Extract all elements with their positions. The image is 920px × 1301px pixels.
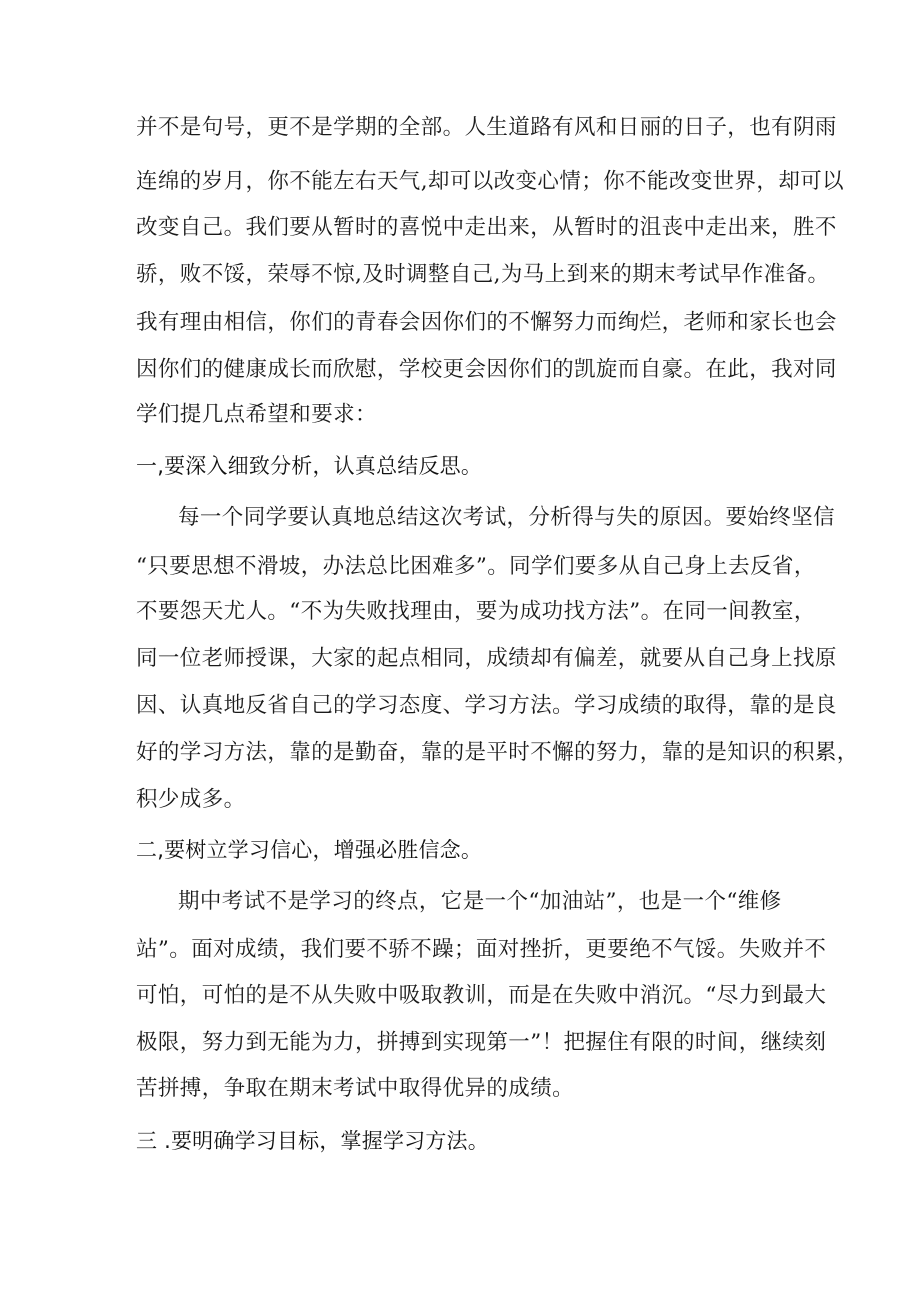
- paragraph-line: 站”。面对成绩，我们要不骄不躁；面对挫折，更要绝不气馁。失败并不: [136, 937, 827, 962]
- paragraph-line: 积少成多。: [136, 787, 246, 812]
- paragraph-line: 并不是句号，更不是学期的全部。人生道路有风和日丽的日子，也有阴雨: [136, 115, 837, 140]
- paragraph-line: 同一位老师授课，大家的起点相同，成绩却有偏差，就要从自己身上找原: [136, 646, 837, 671]
- paragraph-line: 学们提几点希望和要求：: [136, 402, 377, 427]
- paragraph-line: 期中考试不是学习的终点，它是一个“加油站”，也是一个“维修: [178, 889, 782, 914]
- paragraph-line: 连绵的岁月，你不能左右天气,却可以改变心情；你不能改变世界，却可以: [136, 169, 845, 194]
- paragraph-line: 因、认真地反省自己的学习态度、学习方法。学习成绩的取得，靠的是良: [136, 693, 837, 718]
- section-heading-1: 一,要深入细致分析，认真总结反思。: [136, 454, 483, 478]
- paragraph-line: 我有理由相信，你们的青春会因你们的不懈努力而绚烂，老师和家长也会: [136, 310, 837, 335]
- paragraph-line: 改变自己。我们要从暂时的喜悦中走出来，从暂时的沮丧中走出来，胜不: [136, 215, 837, 240]
- paragraph-line: “只要思想不滑坡，办法总比困难多”。同学们要多从自己身上去反省，: [136, 554, 816, 579]
- section-heading-2: 二,要树立学习信心，增强必胜信念。: [136, 838, 483, 862]
- paragraph-line: 因你们的健康成长而欣慰，学校更会因你们的凯旋而自豪。在此，我对同: [136, 357, 837, 382]
- paragraph-line: 可怕，可怕的是不从失败中吸取教训，而是在失败中消沉。“尽力到最大: [136, 983, 827, 1008]
- paragraph-line: 不要怨天尤人。“不为失败找理由，要为成功找方法”。在同一间教室，: [136, 599, 816, 624]
- paragraph-line: 每一个同学要认真地总结这次考试，分析得与失的原因。要始终坚信: [178, 505, 836, 530]
- section-heading-3: 三 .要明确学习目标，掌握学习方法。: [136, 1129, 489, 1153]
- paragraph-line: 骄，败不馁，荣辱不惊,及时调整自己,为马上到来的期末考试早作准备。: [136, 262, 830, 287]
- paragraph-line: 极限，努力到无能为力，拼搏到实现第一”！把握住有限的时间，继续刻: [136, 1030, 827, 1055]
- paragraph-line: 苦拼搏，争取在期末考试中取得优异的成绩。: [136, 1076, 575, 1101]
- paragraph-line: 好的学习方法，靠的是勤奋，靠的是平时不懈的努力，靠的是知识的积累，: [136, 740, 859, 765]
